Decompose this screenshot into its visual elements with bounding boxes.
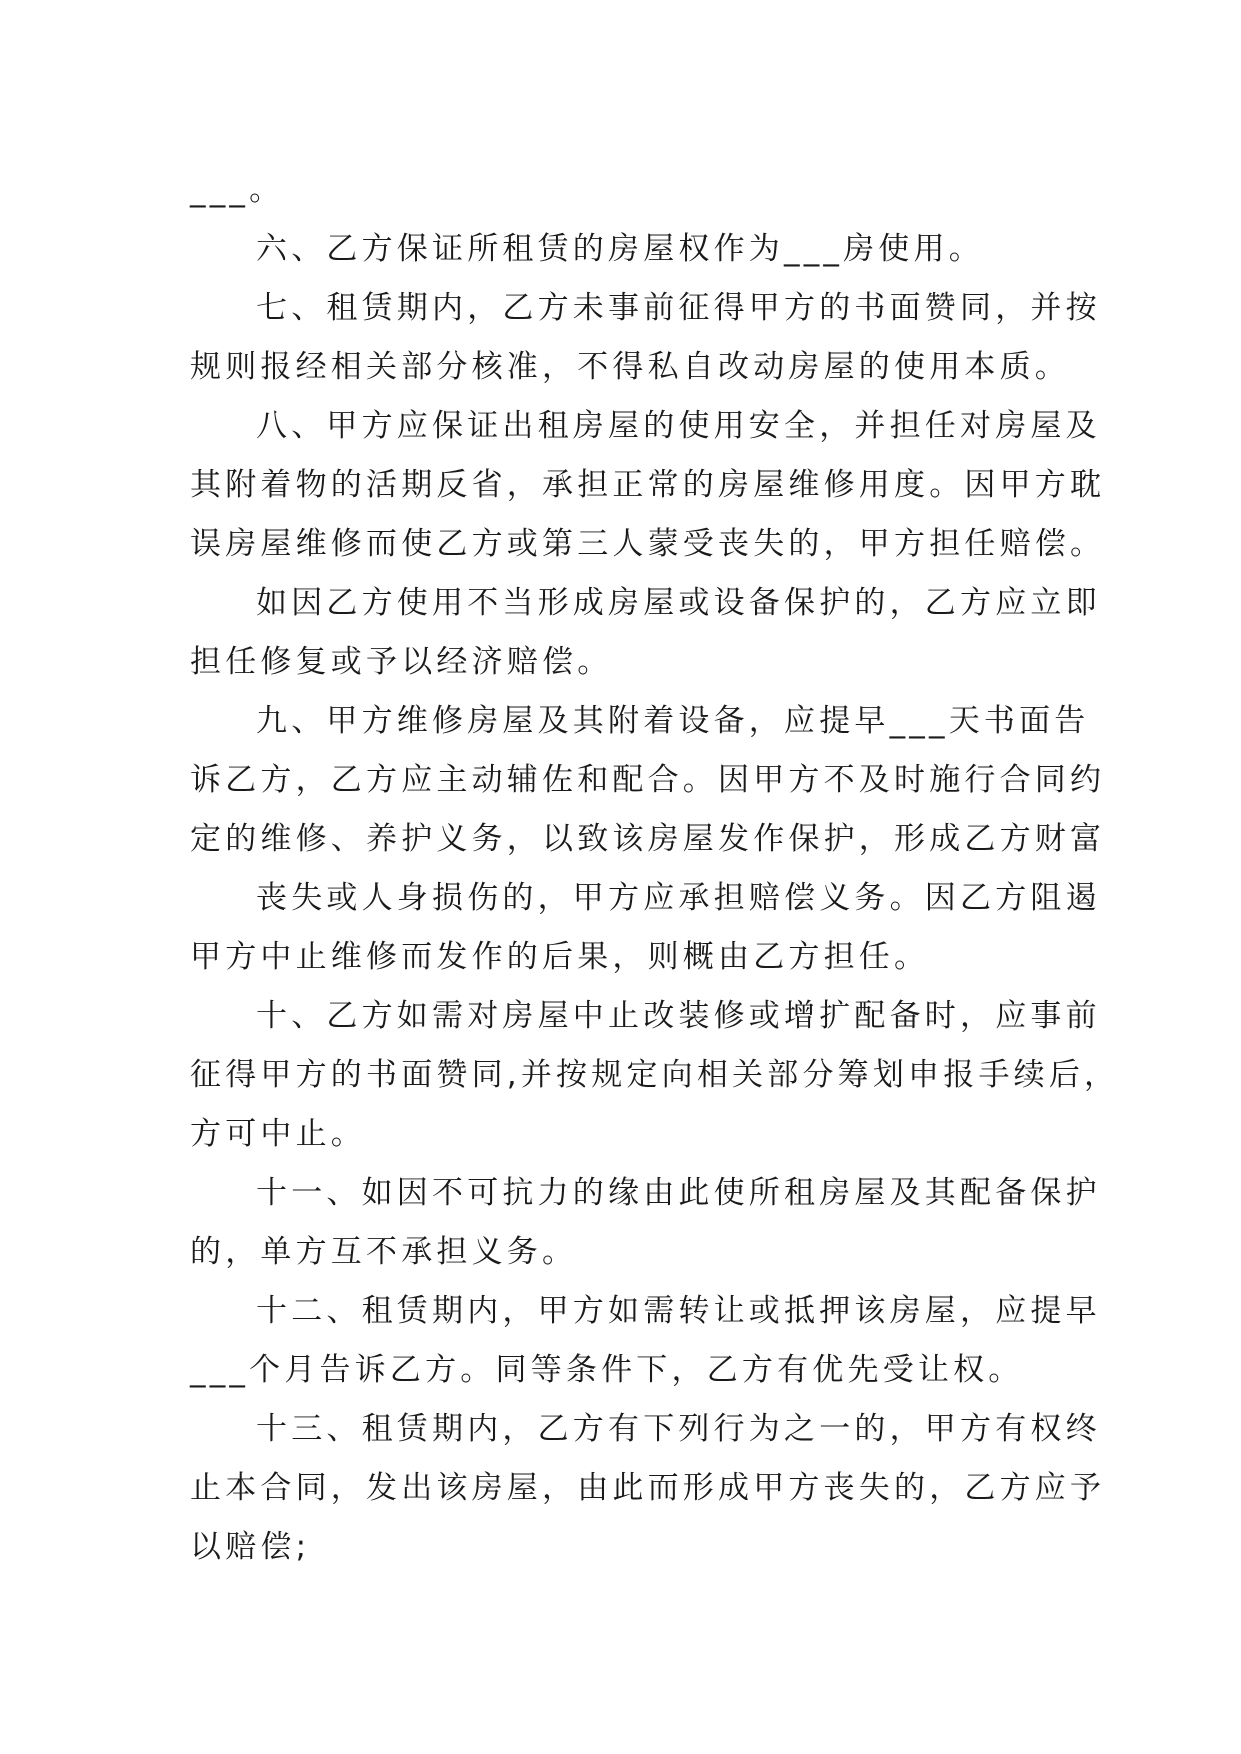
text-line: 误房屋维修而使乙方或第三人蒙受丧失的，甲方担任赔偿。 [190, 526, 1106, 562]
text-line: ___个月告诉乙方。同等条件下，乙方有优先受让权。 [190, 1352, 1024, 1388]
clause-11-line: 十一、如因不可抗力的缘由此使所租房屋及其配备保护 [256, 1175, 1101, 1211]
text-line: 丧失或人身损伤的，甲方应承担赔偿义务。因乙方阻遏 [256, 880, 1101, 916]
text-line: 诉乙方，乙方应主动辅佐和配合。因甲方不及时施行合同约 [190, 762, 1106, 798]
text-line: 定的维修、养护义务，以致该房屋发作保护，形成乙方财富 [190, 821, 1106, 857]
text-line: 的，单方互不承担义务。 [190, 1234, 578, 1270]
clause-13-line: 十三、租赁期内，乙方有下列行为之一的，甲方有权终 [256, 1411, 1101, 1447]
text-line: ___。 [190, 172, 285, 208]
clause-7-line: 七、租赁期内，乙方未事前征得甲方的书面赞同，并按 [256, 290, 1101, 326]
text-line: 方可中止。 [190, 1116, 366, 1152]
clause-6-line: 六、乙方保证所租赁的房屋权作为___房使用。 [256, 231, 984, 267]
text-line: 甲方中止维修而发作的后果，则概由乙方担任。 [190, 939, 930, 975]
clause-8-line: 八、甲方应保证出租房屋的使用安全，并担任对房屋及 [256, 408, 1101, 444]
text-line: 止本合同，发出该房屋，由此而形成甲方丧失的，乙方应予 [190, 1470, 1106, 1506]
text-line: 规则报经相关部分核准，不得私自改动房屋的使用本质。 [190, 349, 1070, 385]
text-line: 其附着物的活期反省，承担正常的房屋维修用度。因甲方耽 [190, 467, 1106, 503]
clause-12-line: 十二、租赁期内，甲方如需转让或抵押该房屋，应提早 [256, 1293, 1101, 1329]
text-line: 如因乙方使用不当形成房屋或设备保护的，乙方应立即 [256, 585, 1101, 621]
text-line: 以赔偿; [190, 1529, 311, 1565]
clause-9-line: 九、甲方维修房屋及其附着设备，应提早___天书面告 [256, 703, 1090, 739]
text-line: 担任修复或予以经济赔偿。 [190, 644, 613, 680]
clause-10-line: 十、乙方如需对房屋中止改装修或增扩配备时，应事前 [256, 998, 1101, 1034]
text-line: 征得甲方的书面赞同,并按规定向相关部分筹划申报手续后， [190, 1057, 1120, 1093]
